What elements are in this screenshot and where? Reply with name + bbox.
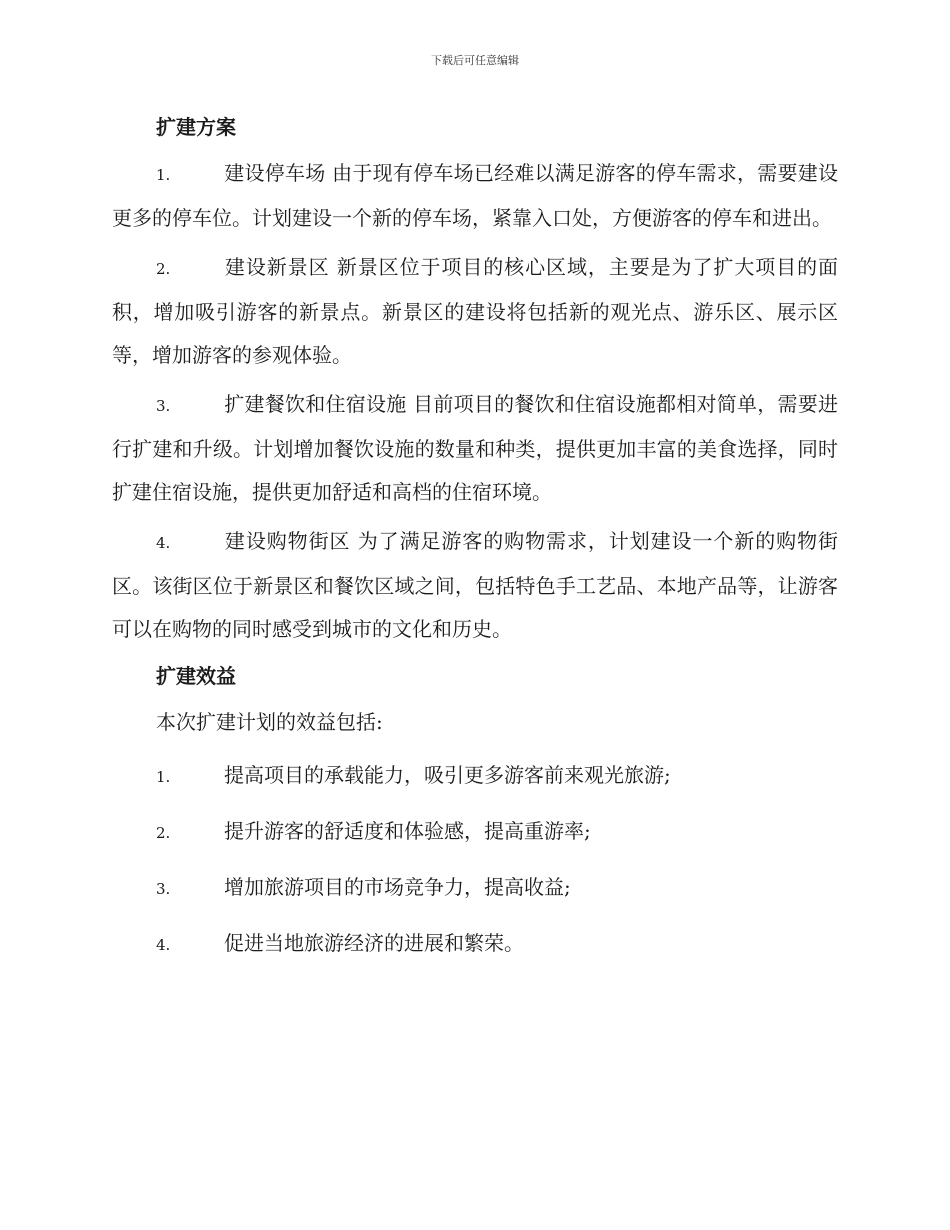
plan-item-2 bbox=[112, 246, 838, 377]
benefit-item-number: 4. bbox=[156, 936, 171, 954]
plan-item-3 bbox=[112, 383, 838, 514]
page-header: 下载后可任意编辑 bbox=[431, 54, 519, 67]
plan-item-number: 3. bbox=[156, 397, 171, 415]
benefits-intro: 本次扩建计划的效益包括: bbox=[156, 710, 383, 734]
plan-item-number: 4. bbox=[156, 534, 171, 552]
plan-item-title: 扩建餐饮和住宿设施 bbox=[224, 392, 407, 416]
benefit-item-2 bbox=[112, 810, 838, 855]
benefit-item-1 bbox=[112, 754, 838, 799]
plan-item-title: 建设停车场 bbox=[224, 161, 326, 185]
benefit-item-number: 3. bbox=[156, 880, 171, 898]
document-body bbox=[112, 108, 838, 978]
section-heading-expansion-benefits: 扩建效益 bbox=[156, 664, 236, 688]
plan-item-number: 2. bbox=[156, 260, 171, 278]
plan-item-body: 为了满足游客的购物需求，计划建设一个新的购物街区。该街区位于新景区和餐饮区域之间，包括特色手工艺品、本地产品等，让游客可以在购物的同时感受到城市的文化和历史。 bbox=[112, 529, 839, 641]
benefit-item-number: 1. bbox=[156, 768, 171, 786]
benefit-item-text: 促进当地旅游经济的进展和繁荣。 bbox=[224, 931, 524, 955]
benefit-item-4 bbox=[112, 922, 838, 967]
benefit-item-text: 提升游客的舒适度和体验感，提高重游率; bbox=[224, 819, 591, 843]
benefit-item-text: 增加旅游项目的市场竞争力，提高收益; bbox=[224, 875, 571, 899]
plan-item-title: 建设新景区 bbox=[224, 255, 330, 279]
section-heading-expansion-plan: 扩建方案 bbox=[156, 115, 236, 139]
plan-item-number: 1. bbox=[156, 166, 171, 184]
plan-item-body: 新景区位于项目的核心区域，主要是为了扩大项目的面积，增加吸引游客的新景点。新景区的建设将包括新的观光点、游乐区、展示区等，增加游客的参观体验。 bbox=[112, 255, 839, 367]
plan-item-title: 建设购物街区 bbox=[224, 529, 351, 553]
plan-item-body: 由于现有停车场已经难以满足游客的停车需求，需要建设更多的停车位。计划建设一个新的停车场，紧靠入口处，方便游客的停车和进出。 bbox=[112, 161, 839, 230]
plan-item-1 bbox=[112, 152, 838, 240]
benefit-item-3 bbox=[112, 866, 838, 911]
plan-item-4 bbox=[112, 520, 838, 651]
plan-item-body: 目前项目的餐饮和住宿设施都相对简单，需要进行扩建和升级。计划增加餐饮设施的数量和种类，提供更加丰富的美食选择，同时扩建住宿设施，提供更加舒适和高档的住宿环境。 bbox=[112, 392, 839, 504]
benefit-item-text: 提高项目的承载能力，吸引更多游客前来观光旅游; bbox=[224, 763, 671, 787]
benefit-item-number: 2. bbox=[156, 824, 171, 842]
